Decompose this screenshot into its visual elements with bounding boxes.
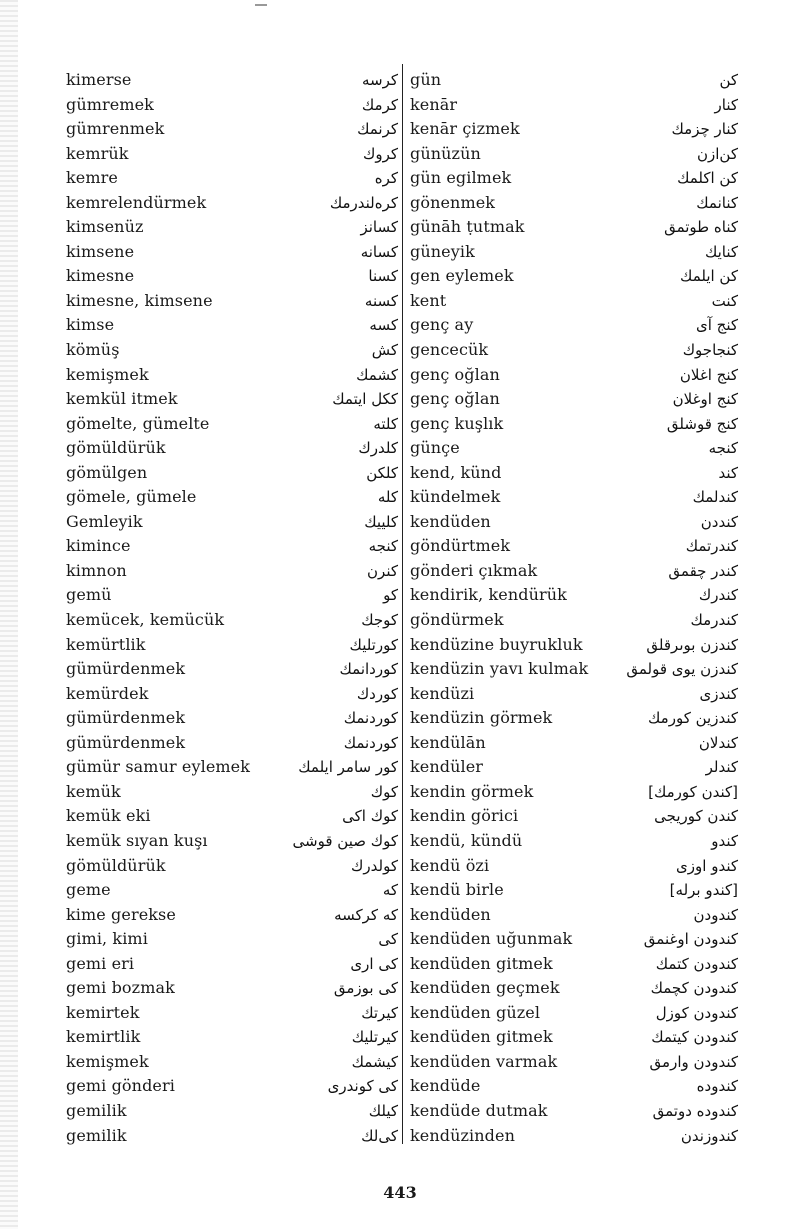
entry-ottoman-script: کوردك bbox=[356, 684, 398, 703]
dictionary-entry bbox=[66, 338, 398, 363]
entry-transliteration: kemirtek bbox=[66, 1002, 140, 1022]
entry-transliteration: kendüler bbox=[410, 757, 484, 777]
dictionary-entry bbox=[66, 903, 398, 928]
entry-transliteration: kemrelendürmek bbox=[66, 192, 207, 212]
entry-transliteration: gümürdenmek bbox=[66, 732, 186, 752]
dictionary-entry bbox=[66, 215, 398, 240]
entry-ottoman-script: کنایك bbox=[704, 242, 738, 261]
dictionary-entry bbox=[410, 264, 738, 289]
dictionary-entry bbox=[66, 1124, 398, 1149]
entry-ottoman-script: کندزن بوىرقلق bbox=[646, 635, 738, 654]
entry-ottoman-script: که bbox=[382, 881, 398, 900]
entry-ottoman-script: کوجك bbox=[361, 611, 398, 630]
dictionary-entry bbox=[410, 240, 738, 265]
dictionary-entry bbox=[410, 142, 738, 167]
dictionary-entry bbox=[66, 387, 398, 412]
entry-transliteration: günüzün bbox=[410, 143, 481, 163]
entry-ottoman-script: کو bbox=[383, 586, 398, 605]
entry-transliteration: gömelte, gümelte bbox=[66, 413, 210, 433]
entry-ottoman-script: کنج قوشلق bbox=[666, 414, 738, 433]
entry-transliteration: kendü birle bbox=[410, 880, 504, 900]
entry-ottoman-script: کناه طوتمق bbox=[664, 218, 738, 237]
entry-ottoman-script: کند bbox=[718, 463, 738, 482]
entry-transliteration: kendüden gitmek bbox=[410, 953, 553, 973]
entry-ottoman-script: کره‌لندرمك bbox=[329, 193, 398, 212]
dictionary-entry bbox=[66, 583, 398, 608]
entry-transliteration: genç ay bbox=[410, 315, 474, 335]
entry-ottoman-script: کندودن وارمق bbox=[649, 1052, 738, 1071]
entry-transliteration: kündelmek bbox=[410, 487, 501, 507]
entry-ottoman-script: کورتلیك bbox=[349, 635, 398, 654]
entry-transliteration: gönenmek bbox=[410, 192, 496, 212]
entry-transliteration: kemkül itmek bbox=[66, 389, 178, 409]
entry-transliteration: kemre bbox=[66, 168, 118, 188]
dictionary-entry bbox=[410, 755, 738, 780]
entry-ottoman-script: کنرن bbox=[367, 561, 398, 580]
dictionary-entry bbox=[410, 706, 738, 731]
entry-transliteration: genç kuşlık bbox=[410, 413, 504, 433]
dictionary-entry bbox=[66, 780, 398, 805]
dictionary-entry bbox=[66, 1099, 398, 1124]
dictionary-entry bbox=[410, 117, 738, 142]
column-divider bbox=[402, 64, 403, 1144]
dictionary-entry bbox=[410, 1124, 738, 1149]
entry-transliteration: gümür samur eylemek bbox=[66, 757, 251, 777]
entry-ottoman-script: کوك صین قوشی bbox=[292, 831, 398, 850]
entry-ottoman-script: ککل ایتمك bbox=[332, 390, 398, 409]
entry-ottoman-script: کیلك bbox=[368, 1101, 398, 1120]
entry-ottoman-script: کلدرك bbox=[358, 439, 398, 458]
entry-ottoman-script: کندزین کورمك bbox=[648, 709, 738, 728]
entry-ottoman-script: کنج اغلان bbox=[679, 365, 738, 384]
entry-ottoman-script: کوك bbox=[370, 782, 398, 801]
entry-transliteration: kenār bbox=[410, 94, 458, 114]
dictionary-entry bbox=[66, 436, 398, 461]
entry-ottoman-script: کوردانمك bbox=[339, 660, 398, 679]
entry-transliteration: kendüden varmak bbox=[410, 1051, 558, 1071]
dictionary-entry bbox=[66, 608, 398, 633]
entry-ottoman-script: کیرتك bbox=[361, 1003, 398, 1022]
entry-ottoman-script: کندر چقمق bbox=[668, 561, 738, 580]
entry-ottoman-script: کوك اکی bbox=[342, 807, 398, 826]
entry-transliteration: günāh ṭutmak bbox=[410, 217, 525, 237]
entry-transliteration: kimince bbox=[66, 536, 131, 556]
dictionary-entry bbox=[66, 534, 398, 559]
entry-ottoman-script: کسانه bbox=[360, 242, 398, 261]
entry-ottoman-script: کوردنمك bbox=[343, 709, 398, 728]
entry-ottoman-script: کسه bbox=[369, 316, 398, 335]
entry-transliteration: gömülgen bbox=[66, 462, 148, 482]
dictionary-entry bbox=[66, 1050, 398, 1075]
dictionary-entry bbox=[66, 510, 398, 535]
entry-transliteration: göndürtmek bbox=[410, 536, 511, 556]
dictionary-entry bbox=[410, 927, 738, 952]
entry-transliteration: kendüzine buyrukluk bbox=[410, 634, 583, 654]
dictionary-entry bbox=[66, 142, 398, 167]
entry-ottoman-script: کندرتمك bbox=[685, 537, 738, 556]
entry-transliteration: gemilik bbox=[66, 1100, 127, 1120]
entry-transliteration: kendü özi bbox=[410, 855, 490, 875]
dictionary-entry bbox=[410, 363, 738, 388]
entry-ottoman-script: کلته bbox=[373, 414, 398, 433]
dictionary-entry bbox=[410, 657, 738, 682]
dictionary-entry bbox=[66, 682, 398, 707]
dictionary-entry bbox=[66, 804, 398, 829]
entry-transliteration: günçe bbox=[410, 438, 460, 458]
dictionary-entry bbox=[66, 289, 398, 314]
entry-transliteration: kendü, kündü bbox=[410, 830, 523, 850]
entry-ottoman-script: کولدرك bbox=[351, 856, 398, 875]
entry-ottoman-script: کندرك bbox=[698, 586, 738, 605]
entry-transliteration: kimesne bbox=[66, 266, 135, 286]
dictionary-entry bbox=[410, 583, 738, 608]
dictionary-entry bbox=[410, 854, 738, 879]
entry-transliteration: kend, künd bbox=[410, 462, 502, 482]
entry-transliteration: kendüzin yavı kulmak bbox=[410, 659, 589, 679]
entry-ottoman-script: کندن کوریجی bbox=[654, 807, 738, 826]
dictionary-entry bbox=[66, 657, 398, 682]
entry-ottoman-script: کن اکلمك bbox=[677, 169, 738, 188]
dictionary-entry bbox=[410, 780, 738, 805]
entry-transliteration: gemi bozmak bbox=[66, 978, 175, 998]
dictionary-entry bbox=[66, 559, 398, 584]
scan-mark bbox=[255, 4, 267, 6]
entry-ottoman-script: کلییك bbox=[364, 512, 398, 531]
dictionary-entry bbox=[410, 1074, 738, 1099]
entry-ottoman-script: کی اری bbox=[350, 954, 398, 973]
entry-ottoman-script: کندوزندن bbox=[680, 1126, 738, 1145]
entry-transliteration: gemi gönderi bbox=[66, 1076, 175, 1096]
entry-transliteration: kendin görmek bbox=[410, 781, 534, 801]
entry-ottoman-script: [کندن کورمك] bbox=[648, 782, 738, 801]
dictionary-entry bbox=[66, 633, 398, 658]
entry-ottoman-script: کندو اوزی bbox=[676, 856, 738, 875]
entry-ottoman-script: کندوده دوتمق bbox=[652, 1101, 738, 1120]
dictionary-entry bbox=[410, 559, 738, 584]
dictionary-entry bbox=[66, 731, 398, 756]
entry-transliteration: geme bbox=[66, 880, 111, 900]
entry-ottoman-script: کن ایلمك bbox=[680, 267, 738, 286]
entry-ottoman-script: کشمك bbox=[356, 365, 398, 384]
entry-transliteration: kömüş bbox=[66, 340, 120, 360]
entry-ottoman-script: کره bbox=[374, 169, 398, 188]
scan-edge-noise bbox=[0, 0, 18, 1229]
entry-transliteration: kemişmek bbox=[66, 1051, 149, 1071]
dictionary-entry bbox=[66, 927, 398, 952]
entry-ottoman-script: کندودن کیتمك bbox=[651, 1028, 738, 1047]
dictionary-entry bbox=[66, 313, 398, 338]
entry-ottoman-script: کندلمك bbox=[692, 488, 738, 507]
entry-ottoman-script: کنج اوغلان bbox=[672, 390, 738, 409]
entry-ottoman-script: کروك bbox=[362, 144, 398, 163]
entry-transliteration: kemürtlik bbox=[66, 634, 146, 654]
dictionary-entry bbox=[410, 436, 738, 461]
entry-transliteration: kendüzin görmek bbox=[410, 708, 553, 728]
entry-ottoman-script: کندودن bbox=[693, 905, 738, 924]
dictionary-entry bbox=[66, 68, 398, 93]
entry-transliteration: kemişmek bbox=[66, 364, 149, 384]
entry-transliteration: kimesne, kimsene bbox=[66, 290, 213, 310]
entry-transliteration: kendüzinden bbox=[410, 1125, 515, 1145]
entry-ottoman-script: کندودن کتمك bbox=[655, 954, 738, 973]
entry-ottoman-script: کرسه bbox=[361, 71, 398, 89]
entry-transliteration: gemü bbox=[66, 585, 112, 605]
entry-ottoman-script: کنت bbox=[711, 291, 738, 310]
entry-ottoman-script: کسنه bbox=[364, 291, 398, 310]
dictionary-entry bbox=[66, 485, 398, 510]
dictionary-entry bbox=[410, 903, 738, 928]
dictionary-entry bbox=[410, 338, 738, 363]
entry-transliteration: güneyik bbox=[410, 241, 475, 261]
dictionary-entry bbox=[410, 485, 738, 510]
entry-transliteration: kemücek, kemücük bbox=[66, 610, 225, 630]
entry-ottoman-script: کندلر bbox=[705, 758, 738, 777]
entry-ottoman-script: کندودن کچمك bbox=[650, 979, 738, 998]
entry-ottoman-script: کندوده bbox=[696, 1077, 738, 1096]
dictionary-entry bbox=[66, 976, 398, 1001]
dictionary-entry bbox=[410, 804, 738, 829]
entry-ottoman-script: کنجه bbox=[368, 537, 398, 556]
entry-transliteration: kendin görici bbox=[410, 806, 519, 826]
dictionary-entry bbox=[410, 976, 738, 1001]
entry-transliteration: kendüden bbox=[410, 904, 491, 924]
dictionary-entry bbox=[410, 731, 738, 756]
dictionary-entry bbox=[66, 829, 398, 854]
dictionary-entry bbox=[410, 1099, 738, 1124]
entry-ottoman-script: کی‌لك bbox=[361, 1126, 398, 1145]
entry-ottoman-script: کنار bbox=[714, 95, 738, 114]
entry-ottoman-script: کور سامر ایلمك bbox=[298, 758, 398, 777]
dictionary-entry bbox=[66, 240, 398, 265]
entry-transliteration: kendülān bbox=[410, 732, 486, 752]
dictionary-entry bbox=[410, 166, 738, 191]
entry-ottoman-script: کیرتلیك bbox=[351, 1028, 398, 1047]
entry-ottoman-script: کنانمك bbox=[696, 193, 738, 212]
entry-ottoman-script: کسانز bbox=[360, 218, 398, 237]
dictionary-entry bbox=[66, 854, 398, 879]
entry-transliteration: kendüde dutmak bbox=[410, 1100, 548, 1120]
entry-ottoman-script: کی بوزمق bbox=[333, 979, 398, 998]
entry-transliteration: kime gerekse bbox=[66, 904, 176, 924]
entry-transliteration: Gemleyik bbox=[66, 511, 143, 531]
entry-transliteration: kemük eki bbox=[66, 806, 151, 826]
entry-ottoman-script: کسنا bbox=[368, 267, 398, 286]
dictionary-entry bbox=[66, 461, 398, 486]
dictionary-entry bbox=[66, 117, 398, 142]
entry-ottoman-script: کیشمك bbox=[351, 1052, 398, 1071]
dictionary-entry bbox=[410, 215, 738, 240]
dictionary-entry bbox=[410, 387, 738, 412]
dictionary-entry bbox=[66, 93, 398, 118]
entry-transliteration: kemürdek bbox=[66, 683, 149, 703]
dictionary-entry bbox=[410, 510, 738, 535]
left-column bbox=[66, 68, 398, 1148]
dictionary-entry bbox=[66, 264, 398, 289]
dictionary-entry bbox=[410, 461, 738, 486]
entry-ottoman-script: کن‌ازن bbox=[697, 144, 738, 163]
entry-ottoman-script: کی bbox=[378, 930, 398, 949]
entry-transliteration: kimsenüz bbox=[66, 217, 144, 237]
dictionary-entry bbox=[66, 363, 398, 388]
entry-ottoman-script: که کرکسه bbox=[334, 905, 398, 924]
entry-transliteration: gömüldürük bbox=[66, 855, 166, 875]
dictionary-entry bbox=[66, 706, 398, 731]
dictionary-entry bbox=[66, 878, 398, 903]
entry-transliteration: gümürdenmek bbox=[66, 659, 186, 679]
entry-transliteration: gümrenmek bbox=[66, 119, 165, 139]
entry-transliteration: genç oğlan bbox=[410, 389, 500, 409]
entry-ottoman-script: کنددن bbox=[700, 512, 738, 531]
dictionary-entry bbox=[410, 952, 738, 977]
entry-ottoman-script: کرمك bbox=[361, 95, 398, 114]
entry-transliteration: kimnon bbox=[66, 560, 127, 580]
entry-transliteration: kendüden uğunmak bbox=[410, 929, 573, 949]
entry-transliteration: gümürdenmek bbox=[66, 708, 186, 728]
dictionary-entry bbox=[66, 1025, 398, 1050]
entry-transliteration: kendüzi bbox=[410, 683, 475, 703]
entry-ottoman-script: کندودن اوغنمق bbox=[643, 930, 738, 949]
entry-ottoman-script: کندودن کوزل bbox=[655, 1003, 738, 1022]
entry-transliteration: kendüden gitmek bbox=[410, 1027, 553, 1047]
dictionary-entry bbox=[410, 93, 738, 118]
entry-ottoman-script: کندرمك bbox=[690, 611, 738, 630]
entry-ottoman-script: کنج آی bbox=[695, 316, 738, 335]
entry-transliteration: kenār çizmek bbox=[410, 119, 520, 139]
entry-ottoman-script: کنجه bbox=[708, 439, 738, 458]
dictionary-entry bbox=[410, 68, 738, 93]
entry-transliteration: gemilik bbox=[66, 1125, 127, 1145]
entry-transliteration: kendüde bbox=[410, 1076, 481, 1096]
dictionary-entry bbox=[410, 313, 738, 338]
entry-transliteration: gömele, gümele bbox=[66, 487, 197, 507]
dictionary-entry bbox=[410, 1001, 738, 1026]
entry-transliteration: gemi eri bbox=[66, 953, 135, 973]
dictionary-entry bbox=[410, 878, 738, 903]
dictionary-entry bbox=[66, 166, 398, 191]
entry-transliteration: gümremek bbox=[66, 94, 154, 114]
dictionary-entry bbox=[410, 412, 738, 437]
entry-ottoman-script: [کندو برله] bbox=[669, 881, 738, 900]
dictionary-entry bbox=[66, 412, 398, 437]
dictionary-entry bbox=[410, 1025, 738, 1050]
entry-ottoman-script: کندزن یوی قولمق bbox=[626, 660, 738, 679]
entry-transliteration: göndürmek bbox=[410, 610, 504, 630]
dictionary-entry bbox=[410, 534, 738, 559]
dictionary-entry bbox=[410, 682, 738, 707]
entry-transliteration: kemirtlik bbox=[66, 1027, 141, 1047]
entry-transliteration: kent bbox=[410, 290, 447, 310]
entry-transliteration: gün egilmek bbox=[410, 168, 512, 188]
right-column bbox=[410, 68, 738, 1148]
entry-transliteration: kimerse bbox=[66, 70, 132, 89]
entry-transliteration: kimsene bbox=[66, 241, 135, 261]
entry-ottoman-script: کلکن bbox=[366, 463, 398, 482]
entry-transliteration: gencecük bbox=[410, 340, 489, 360]
entry-transliteration: gömüldürük bbox=[66, 438, 166, 458]
dictionary-entry bbox=[410, 289, 738, 314]
entry-transliteration: kendüden bbox=[410, 511, 491, 531]
entry-ottoman-script: کوردنمك bbox=[343, 733, 398, 752]
entry-transliteration: gimi, kimi bbox=[66, 929, 148, 949]
dictionary-entry bbox=[410, 633, 738, 658]
entry-transliteration: gönderi çıkmak bbox=[410, 560, 538, 580]
entry-ottoman-script: کی کوندری bbox=[327, 1077, 398, 1096]
entry-transliteration: kemük bbox=[66, 781, 121, 801]
entry-transliteration: kendüden geçmek bbox=[410, 978, 560, 998]
page-number: 443 bbox=[383, 1183, 417, 1202]
dictionary-entry bbox=[66, 1074, 398, 1099]
entry-transliteration: kemrük bbox=[66, 143, 129, 163]
entry-transliteration: gen eylemek bbox=[410, 266, 514, 286]
dictionary-entry bbox=[66, 1001, 398, 1026]
entry-ottoman-script: کنار چزمك bbox=[671, 120, 738, 139]
entry-ottoman-script: کندو bbox=[711, 831, 738, 850]
entry-ottoman-script: کندزی bbox=[699, 684, 738, 703]
entry-transliteration: gün bbox=[410, 70, 442, 89]
entry-transliteration: kemük sıyan kuşı bbox=[66, 830, 208, 850]
dictionary-entry bbox=[66, 191, 398, 216]
dictionary-entry bbox=[410, 829, 738, 854]
entry-ottoman-script: کرنمك bbox=[357, 120, 398, 139]
dictionary-entry bbox=[410, 191, 738, 216]
entry-ottoman-script: کن bbox=[719, 71, 738, 89]
dictionary-entry bbox=[66, 755, 398, 780]
entry-ottoman-script: کش bbox=[371, 341, 398, 360]
dictionary-entry bbox=[66, 952, 398, 977]
entry-ottoman-script: کندلان bbox=[698, 733, 738, 752]
entry-ottoman-script: کله bbox=[377, 488, 398, 507]
dictionary-entry bbox=[410, 608, 738, 633]
entry-transliteration: kendüden güzel bbox=[410, 1002, 541, 1022]
entry-ottoman-script: کنجاجوك bbox=[682, 341, 738, 360]
dictionary-entry bbox=[410, 1050, 738, 1075]
entry-transliteration: kendirik, kendürük bbox=[410, 585, 567, 605]
entry-transliteration: kimse bbox=[66, 315, 115, 335]
entry-transliteration: genç oğlan bbox=[410, 364, 500, 384]
